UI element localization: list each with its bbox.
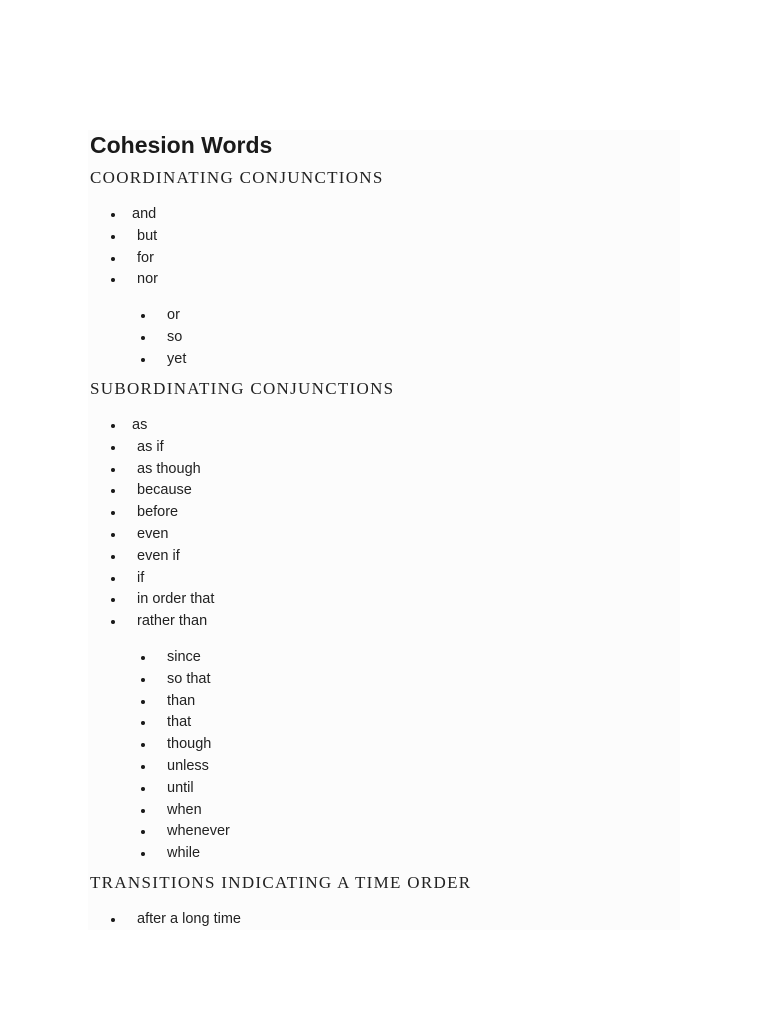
list-item: as if: [137, 437, 214, 459]
list-item: rather than: [137, 611, 214, 633]
list-item: before: [137, 502, 214, 524]
list-item: even if: [137, 546, 214, 568]
list-item: but: [137, 226, 158, 248]
list-item: so that: [167, 669, 230, 691]
list-item: in order that: [137, 589, 214, 611]
list-item: because: [137, 480, 214, 502]
list-item: though: [167, 734, 230, 756]
section-heading-time-order: TRANSITIONS INDICATING A TIME ORDER: [90, 873, 472, 892]
list-item: after a long time: [137, 909, 241, 931]
list-item: that: [167, 712, 230, 734]
list-item: whenever: [167, 821, 230, 843]
list-item: unless: [167, 756, 230, 778]
list-item: yet: [167, 349, 186, 371]
list-item: as: [132, 415, 214, 437]
time-order-list: [137, 909, 241, 931]
coordinating-list: [132, 204, 158, 291]
list-item: while: [167, 843, 230, 865]
list-item: when: [167, 800, 230, 822]
list-item: since: [167, 647, 230, 669]
subordinating-nested-list: [167, 647, 230, 865]
subordinating-list: [132, 415, 215, 633]
list-item: even: [137, 524, 214, 546]
list-item: so: [167, 327, 186, 349]
list-item: as though: [137, 459, 214, 481]
list-item: than: [167, 691, 230, 713]
coordinating-nested-list: [167, 305, 186, 370]
list-item: for: [137, 248, 158, 270]
list-item: nor: [137, 269, 158, 291]
section-heading-coordinating: COORDINATING CONJUNCTIONS: [90, 168, 384, 187]
list-item: until: [167, 778, 230, 800]
list-item: if: [137, 568, 214, 590]
section-heading-subordinating: SUBORDINATING CONJUNCTIONS: [90, 379, 395, 398]
list-item: and: [132, 204, 158, 226]
list-item: or: [167, 305, 186, 327]
document-title: Cohesion Words: [90, 132, 273, 158]
